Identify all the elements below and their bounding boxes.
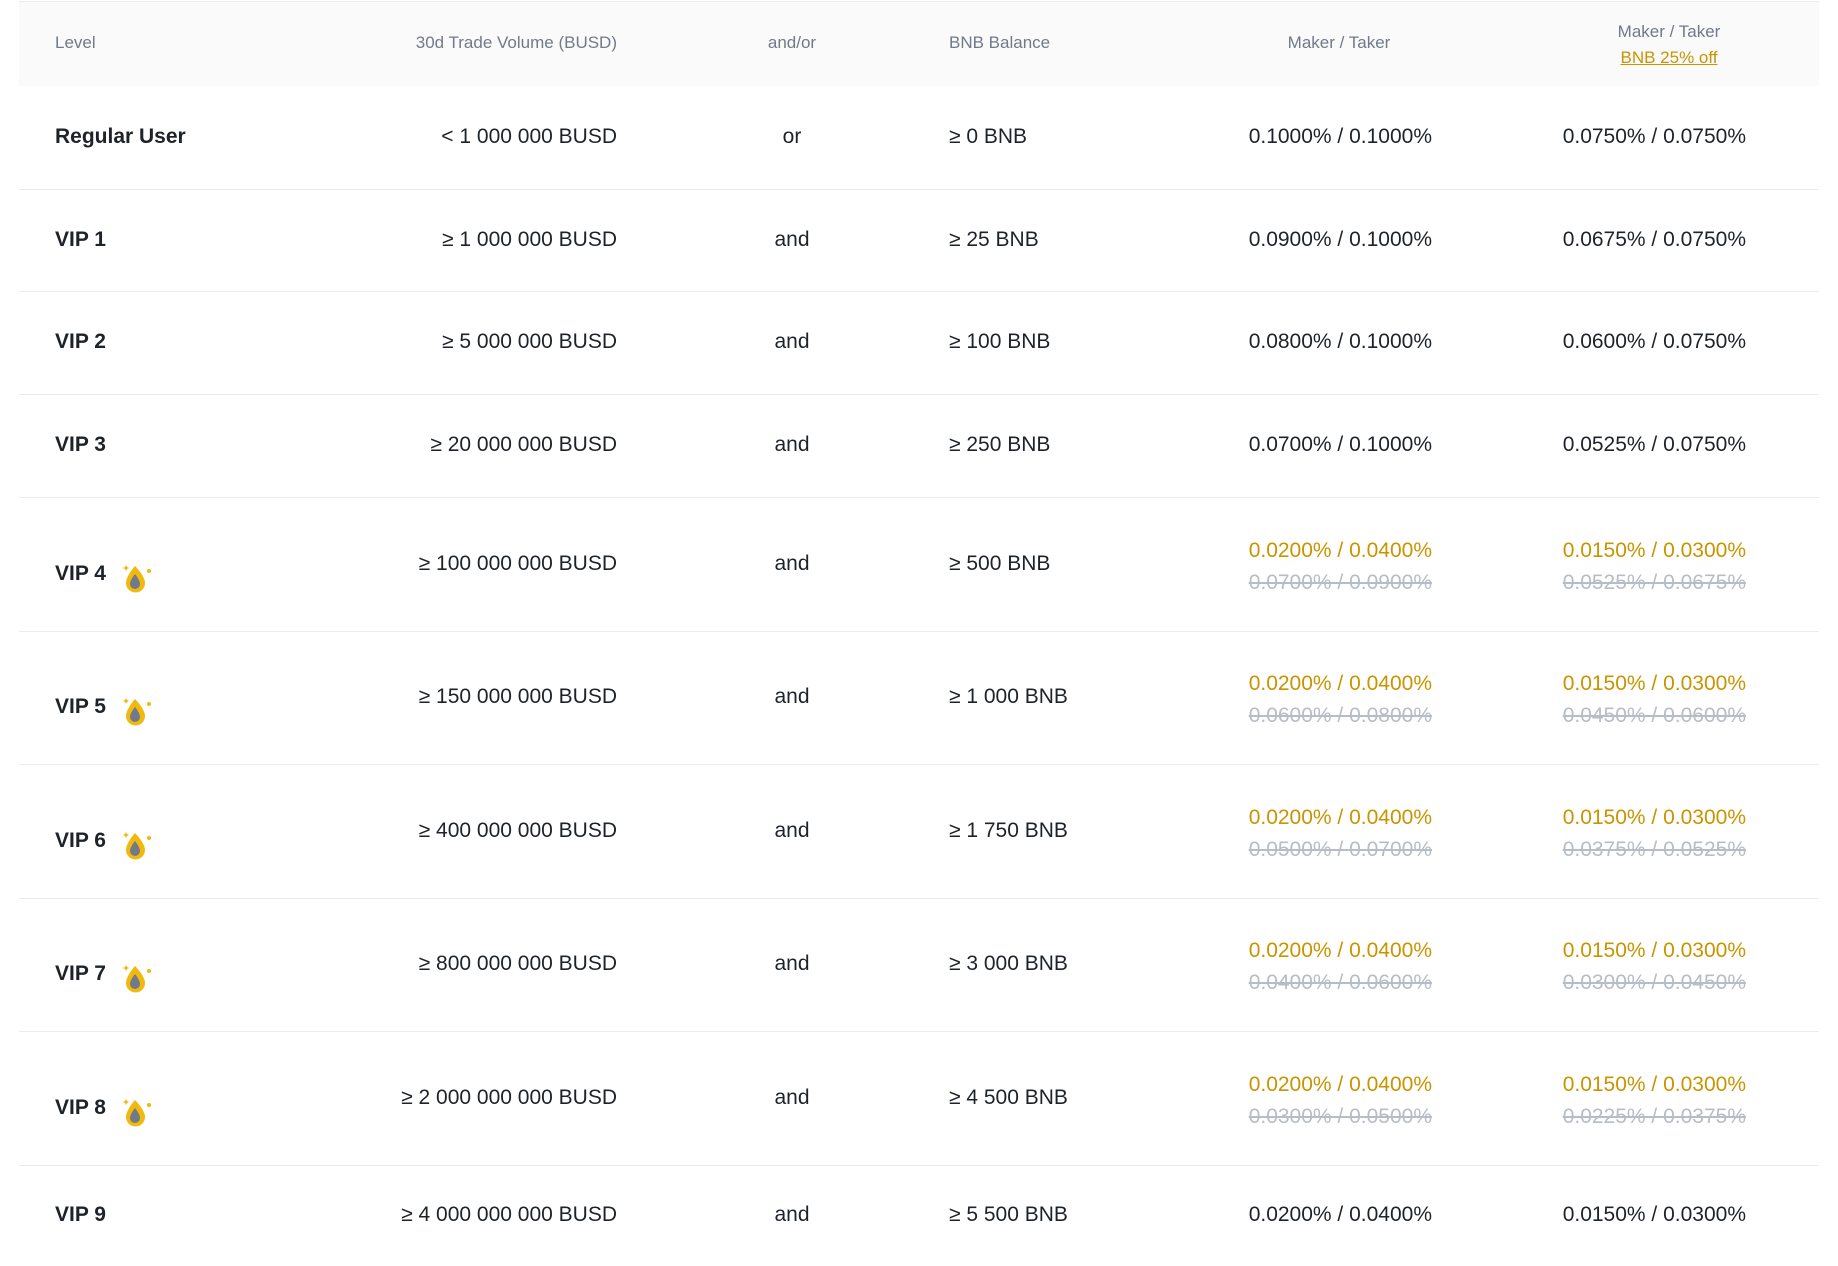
andor-cell: and xyxy=(774,819,810,842)
maker-taker-cell: 0.0200% / 0.0400% xyxy=(1248,1203,1432,1226)
maker-taker-cell xyxy=(1249,935,1432,999)
maker-taker-cell-original: 0.0600% / 0.0800% xyxy=(1248,704,1432,727)
maker-taker-discount-cell: 0.0675% / 0.0750% xyxy=(1562,228,1746,251)
maker-taker-cell-promo: 0.0200% / 0.0400% xyxy=(1248,939,1432,962)
level-name: VIP 9 xyxy=(55,1203,106,1226)
level-cell xyxy=(55,228,106,252)
level-name: VIP 3 xyxy=(55,433,106,456)
bnb-balance-cell: ≥ 1 000 BNB xyxy=(949,685,1068,708)
maker-taker-cell xyxy=(1249,535,1432,599)
maker-taker-discount-cell-original: 0.0525% / 0.0675% xyxy=(1562,571,1746,594)
maker-taker-cell: 0.0800% / 0.1000% xyxy=(1248,330,1432,353)
volume-cell: ≥ 4 000 000 000 BUSD xyxy=(401,1203,617,1226)
maker-taker-discount-cell-promo: 0.0150% / 0.0300% xyxy=(1562,539,1746,562)
table-row xyxy=(19,190,1819,292)
level-cell xyxy=(55,817,154,865)
table-row xyxy=(19,1166,1819,1266)
header-maker-taker: Maker / Taker xyxy=(1287,33,1391,52)
maker-taker-cell xyxy=(1249,802,1432,866)
maker-taker-cell xyxy=(1249,668,1432,732)
level-cell xyxy=(55,683,154,731)
maker-taker-cell: 0.0700% / 0.1000% xyxy=(1248,433,1432,456)
maker-taker-cell-promo: 0.0200% / 0.0400% xyxy=(1248,672,1432,695)
maker-taker-cell-promo: 0.0200% / 0.0400% xyxy=(1248,539,1432,562)
volume-cell: ≥ 800 000 000 BUSD xyxy=(418,952,617,975)
bnb-balance-cell: ≥ 0 BNB xyxy=(949,125,1028,148)
level-cell xyxy=(55,125,186,149)
level-cell xyxy=(55,550,154,598)
andor-cell: and xyxy=(774,1086,810,1109)
andor-cell: and xyxy=(774,952,810,975)
volume-cell: ≥ 20 000 000 BUSD xyxy=(430,433,617,456)
maker-taker-cell xyxy=(1249,1069,1432,1133)
maker-taker-discount-cell-promo: 0.0150% / 0.0300% xyxy=(1562,806,1746,829)
volume-cell: ≥ 1 000 000 BUSD xyxy=(442,228,617,251)
maker-taker-discount-cell xyxy=(1563,935,1746,999)
bnb-balance-cell: ≥ 100 BNB xyxy=(949,330,1051,353)
maker-taker-cell-promo: 0.0200% / 0.0400% xyxy=(1248,1073,1432,1096)
table-row xyxy=(19,765,1819,899)
bnb-balance-cell: ≥ 25 BNB xyxy=(949,228,1039,251)
table-row xyxy=(19,632,1819,765)
header-volume: 30d Trade Volume (BUSD) xyxy=(415,33,617,52)
maker-taker-discount-cell xyxy=(1563,1069,1746,1133)
header-maker-taker-discount xyxy=(1589,19,1749,71)
andor-cell: or xyxy=(782,125,802,148)
maker-taker-cell-original: 0.0700% / 0.0900% xyxy=(1248,571,1432,594)
maker-taker-discount-cell-original: 0.0225% / 0.0375% xyxy=(1562,1105,1746,1128)
level-cell xyxy=(55,1203,106,1227)
header-andor: and/or xyxy=(767,33,817,52)
level-name: VIP 2 xyxy=(55,330,106,353)
volume-cell: ≥ 2 000 000 000 BUSD xyxy=(401,1086,617,1109)
andor-cell: and xyxy=(774,330,810,353)
maker-taker-discount-cell xyxy=(1563,535,1746,599)
level-name: VIP 6 xyxy=(55,829,106,852)
maker-taker-cell: 0.0900% / 0.1000% xyxy=(1248,228,1432,251)
level-cell xyxy=(55,950,154,998)
table-row xyxy=(19,86,1819,190)
bnb-balance-cell: ≥ 3 000 BNB xyxy=(949,952,1068,975)
volume-cell: ≥ 100 000 000 BUSD xyxy=(418,552,617,575)
table-row xyxy=(19,498,1819,632)
vip-badge-icon xyxy=(120,829,154,865)
level-name: Regular User xyxy=(55,125,186,148)
level-name: VIP 8 xyxy=(55,1096,106,1119)
level-name: VIP 4 xyxy=(55,562,106,585)
header-maker-taker-discount-label: Maker / Taker xyxy=(1617,22,1721,41)
andor-cell: and xyxy=(774,433,810,456)
header-bnb-balance: BNB Balance xyxy=(949,33,1051,52)
table-row xyxy=(19,1032,1819,1166)
vip-badge-icon xyxy=(120,1096,154,1132)
vip-badge-icon xyxy=(120,962,154,998)
maker-taker-cell-original: 0.0500% / 0.0700% xyxy=(1248,838,1432,861)
level-cell xyxy=(55,330,106,354)
table-header xyxy=(19,1,1819,86)
maker-taker-discount-cell: 0.0150% / 0.0300% xyxy=(1562,1203,1746,1226)
bnb-balance-cell: ≥ 4 500 BNB xyxy=(949,1086,1068,1109)
table-row xyxy=(19,899,1819,1032)
vip-badge-icon xyxy=(120,562,154,598)
maker-taker-discount-cell xyxy=(1563,802,1746,866)
level-name: VIP 1 xyxy=(55,228,106,251)
andor-cell: and xyxy=(774,685,810,708)
header-level: Level xyxy=(55,33,96,52)
vip-badge-icon xyxy=(120,695,154,731)
fee-table xyxy=(19,1,1819,1266)
level-name: VIP 7 xyxy=(55,962,106,985)
maker-taker-cell: 0.1000% / 0.1000% xyxy=(1248,125,1432,148)
volume-cell: ≥ 5 000 000 BUSD xyxy=(442,330,617,353)
maker-taker-discount-cell-original: 0.0450% / 0.0600% xyxy=(1562,704,1746,727)
maker-taker-discount-cell-original: 0.0375% / 0.0525% xyxy=(1562,838,1746,861)
maker-taker-discount-cell-promo: 0.0150% / 0.0300% xyxy=(1562,1073,1746,1096)
level-name: VIP 5 xyxy=(55,695,106,718)
bnb-balance-cell: ≥ 5 500 BNB xyxy=(949,1203,1068,1226)
level-cell xyxy=(55,1084,154,1132)
maker-taker-cell-original: 0.0300% / 0.0500% xyxy=(1248,1105,1432,1128)
volume-cell: ≥ 400 000 000 BUSD xyxy=(418,819,617,842)
bnb-balance-cell: ≥ 500 BNB xyxy=(949,552,1051,575)
bnb-balance-cell: ≥ 250 BNB xyxy=(949,433,1051,456)
bnb-discount-link[interactable]: BNB 25% off xyxy=(1620,48,1718,67)
maker-taker-discount-cell-promo: 0.0150% / 0.0300% xyxy=(1562,672,1746,695)
andor-cell: and xyxy=(774,552,810,575)
table-row xyxy=(19,395,1819,498)
maker-taker-discount-cell: 0.0750% / 0.0750% xyxy=(1562,125,1746,148)
maker-taker-discount-cell: 0.0600% / 0.0750% xyxy=(1562,330,1746,353)
maker-taker-discount-cell-promo: 0.0150% / 0.0300% xyxy=(1562,939,1746,962)
maker-taker-cell-original: 0.0400% / 0.0600% xyxy=(1248,971,1432,994)
level-cell xyxy=(55,433,106,457)
volume-cell: ≥ 150 000 000 BUSD xyxy=(418,685,617,708)
andor-cell: and xyxy=(774,1203,810,1226)
maker-taker-discount-cell: 0.0525% / 0.0750% xyxy=(1562,433,1746,456)
bnb-balance-cell: ≥ 1 750 BNB xyxy=(949,819,1068,842)
maker-taker-discount-cell-original: 0.0300% / 0.0450% xyxy=(1562,971,1746,994)
table-row xyxy=(19,292,1819,395)
maker-taker-discount-cell xyxy=(1563,668,1746,732)
maker-taker-cell-promo: 0.0200% / 0.0400% xyxy=(1248,806,1432,829)
volume-cell: < 1 000 000 BUSD xyxy=(441,125,617,148)
andor-cell: and xyxy=(774,228,810,251)
